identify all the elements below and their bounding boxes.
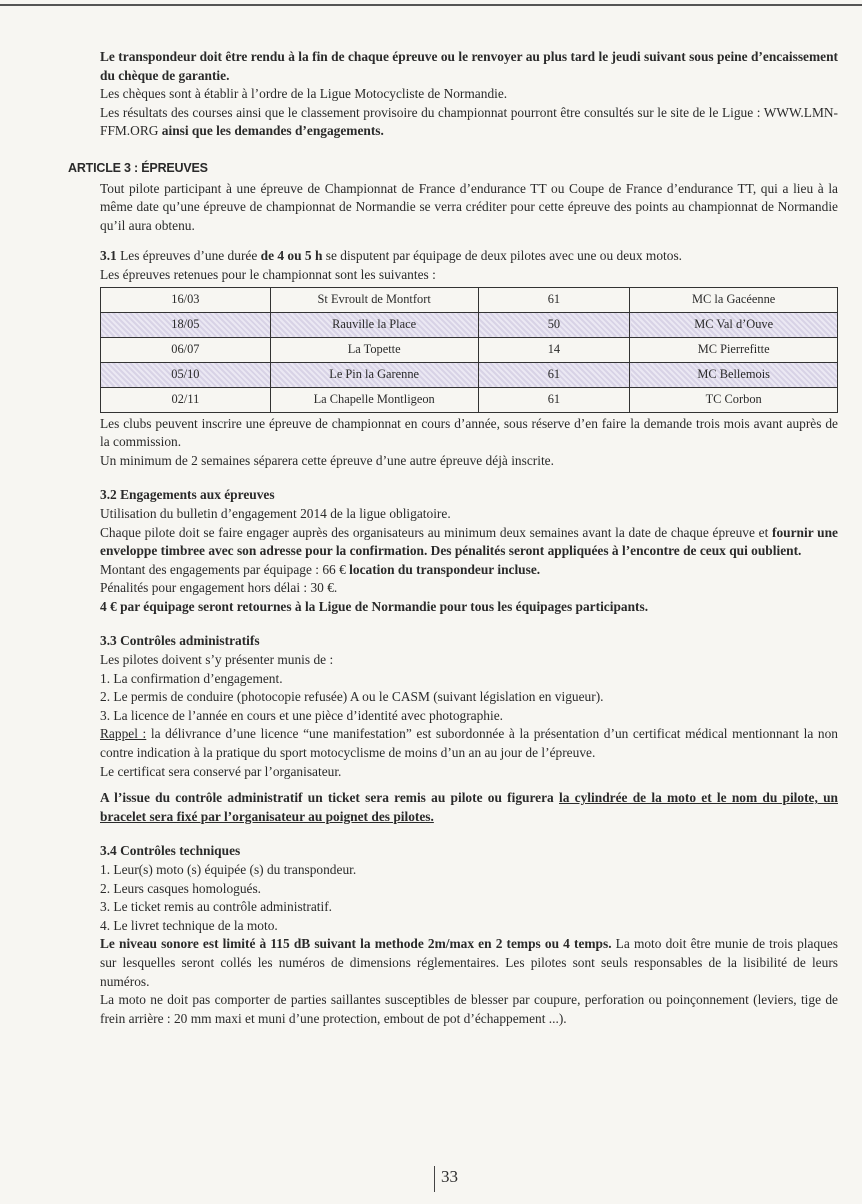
s31-line2: Les épreuves retenues pour le championnat sont les suivantes : [100, 266, 436, 282]
cell-dept: 14 [478, 337, 630, 362]
table-row [101, 287, 838, 312]
top-rule [0, 4, 862, 6]
table-row [101, 387, 838, 412]
cell-date: 06/07 [101, 337, 271, 362]
table-row [101, 337, 838, 362]
cell-place: Rauville la Place [270, 312, 478, 337]
cell-place: St Evroult de Montfort [270, 287, 478, 312]
s34-item-3: 3. Le ticket remis au contrôle administratif. [100, 899, 333, 915]
page-content [68, 48, 838, 1028]
s32-l2: Chaque pilote doit se faire engager auprès des organisateurs au minimum deux semaines avant la date de chaque épreuve et fournir une enveloppe timbree avec son adresse pour la confirmation. Des pénalités seront appliquées à l’encontre de ceux qui oublient. [100, 524, 838, 559]
s34-title: 3.4 Contrôles techniques [100, 843, 241, 859]
results-text: Les résultats des courses ainsi que le classement provisoire du championnat pourront être consultés sur le site de le Ligue : WWW.LMN-FFM.ORG ainsi que les demandes d’engagements. [100, 104, 838, 139]
cell-date: 16/03 [101, 287, 271, 312]
s33-ticket: A l’issue du contrôle administratif un ticket sera remis au pilote ou figurera la cylindrée de la moto et le nom du pilote, un bracelet sera fixé par l’organisateur au poignet des pilotes. [100, 790, 838, 824]
cell-club: TC Corbon [630, 387, 838, 412]
cell-club: MC Val d’Ouve [630, 312, 838, 337]
s34-last: La moto ne doit pas comporter de parties saillantes susceptibles de blesser par coupure, perforation ou poinçonnement (leviers, tige de frein arrière : 20 mm maxi et muni d’une protection, embout de pot d’échappement ...). [100, 992, 838, 1026]
s34-item-4: 4. Le livret technique de la moto. [100, 917, 278, 933]
s34-noise: Le niveau sonore est limité à 115 dB suivant la methode 2m/max en 2 temps ou 4 temps. La moto doit être munie de trois plaques sur lesquelles seront collés les numéros de dimensions réglementaires. Les pilotes sont seuls responsables de la lisibilité de leurs numéros. [100, 936, 838, 989]
cell-dept: 61 [478, 287, 630, 312]
s34-item-1: 1. Leur(s) moto (s) équipée (s) du transpondeur. [100, 862, 357, 877]
s33-cert: Le certificat sera conservé par l’organisateur. [100, 763, 342, 779]
s33-title: 3.3 Contrôles administratifs [100, 633, 260, 649]
s31-after2: Un minimum de 2 semaines séparera cette épreuve d’une autre épreuve déjà inscrite. [100, 452, 554, 468]
cell-dept: 50 [478, 312, 630, 337]
cell-dept: 61 [478, 362, 630, 387]
s32-l3: Montant des engagements par équipage : 66 € location du transpondeur incluse. [100, 561, 541, 577]
cell-place: La Chapelle Montligeon [270, 387, 478, 412]
cell-place: Le Pin la Garenne [270, 362, 478, 387]
transponder-notice: Le transpondeur doit être rendu à la fin de chaque épreuve ou le renvoyer au plus tard le jeudi suivant sous peine d’encaissement du chèque de garantie. [100, 49, 838, 83]
s33-item-2: 2. Le permis de conduire (photocopie refusée) A ou le CASM (suivant législation en vigueur). [100, 689, 604, 705]
cell-date: 05/10 [101, 362, 271, 387]
s32-l5: 4 € par équipage seront retournes à la Ligue de Normandie pour tous les équipages participants. [100, 598, 649, 614]
article3-heading: ARTICLE 3 : ÉPREUVES [68, 160, 208, 175]
s32-l1: Utilisation du bulletin d’engagement 2014 de la ligue obligatoire. [100, 505, 451, 521]
events-table [100, 287, 838, 413]
table-row [101, 312, 838, 337]
cell-club: MC Pierrefitte [630, 337, 838, 362]
s34-item-2: 2. Leurs casques homologués. [100, 880, 262, 896]
s33-item-3: 3. La licence de l’année en cours et une pièce d’identité avec photographie. [100, 707, 504, 723]
table-row [101, 362, 838, 387]
cell-date: 18/05 [101, 312, 271, 337]
cheques-text: Les chèques sont à établir à l’ordre de la Ligue Motocycliste de Normandie. [100, 86, 508, 102]
cell-place: La Topette [270, 337, 478, 362]
s33-item-1: 1. La confirmation d’engagement. [100, 670, 283, 686]
page-number: 33 [434, 1166, 458, 1192]
s32-title: 3.2 Engagements aux épreuves [100, 487, 275, 503]
cell-date: 02/11 [101, 387, 271, 412]
s33-intro: Les pilotes doivent s’y présenter munis de : [100, 652, 334, 668]
article3-paragraph: Tout pilote participant à une épreuve de Championnat de France d’endurance TT ou Coupe de France d’endurance TT, qui a lieu à la même date qu’une épreuve de championnat de Normandie se verra créditer pour cette épreuve des points au championnat de Normandie qu’il aura obtenu. [100, 180, 838, 233]
cell-club: MC la Gacéenne [630, 287, 838, 312]
s33-rappel: Rappel : la délivrance d’une licence “une manifestation” est subordonnée à la présentation d’un certificat médical mentionnant la non contre indication à la pratique du sport motocyclisme de moins d’un an au jour de l’épreuve. [100, 726, 838, 761]
cell-dept: 61 [478, 387, 630, 412]
s31-line1: 3.1 Les épreuves d’une durée de 4 ou 5 h se disputent par équipage de deux pilotes avec une ou deux motos. [100, 248, 682, 264]
s31-after1: Les clubs peuvent inscrire une épreuve de championnat en cours d’année, sous réserve d’en faire la demande trois mois avant auprès de la commission. [100, 415, 838, 450]
cell-club: MC Bellemois [630, 362, 838, 387]
s32-l4: Pénalités pour engagement hors délai : 30 €. [100, 580, 338, 596]
